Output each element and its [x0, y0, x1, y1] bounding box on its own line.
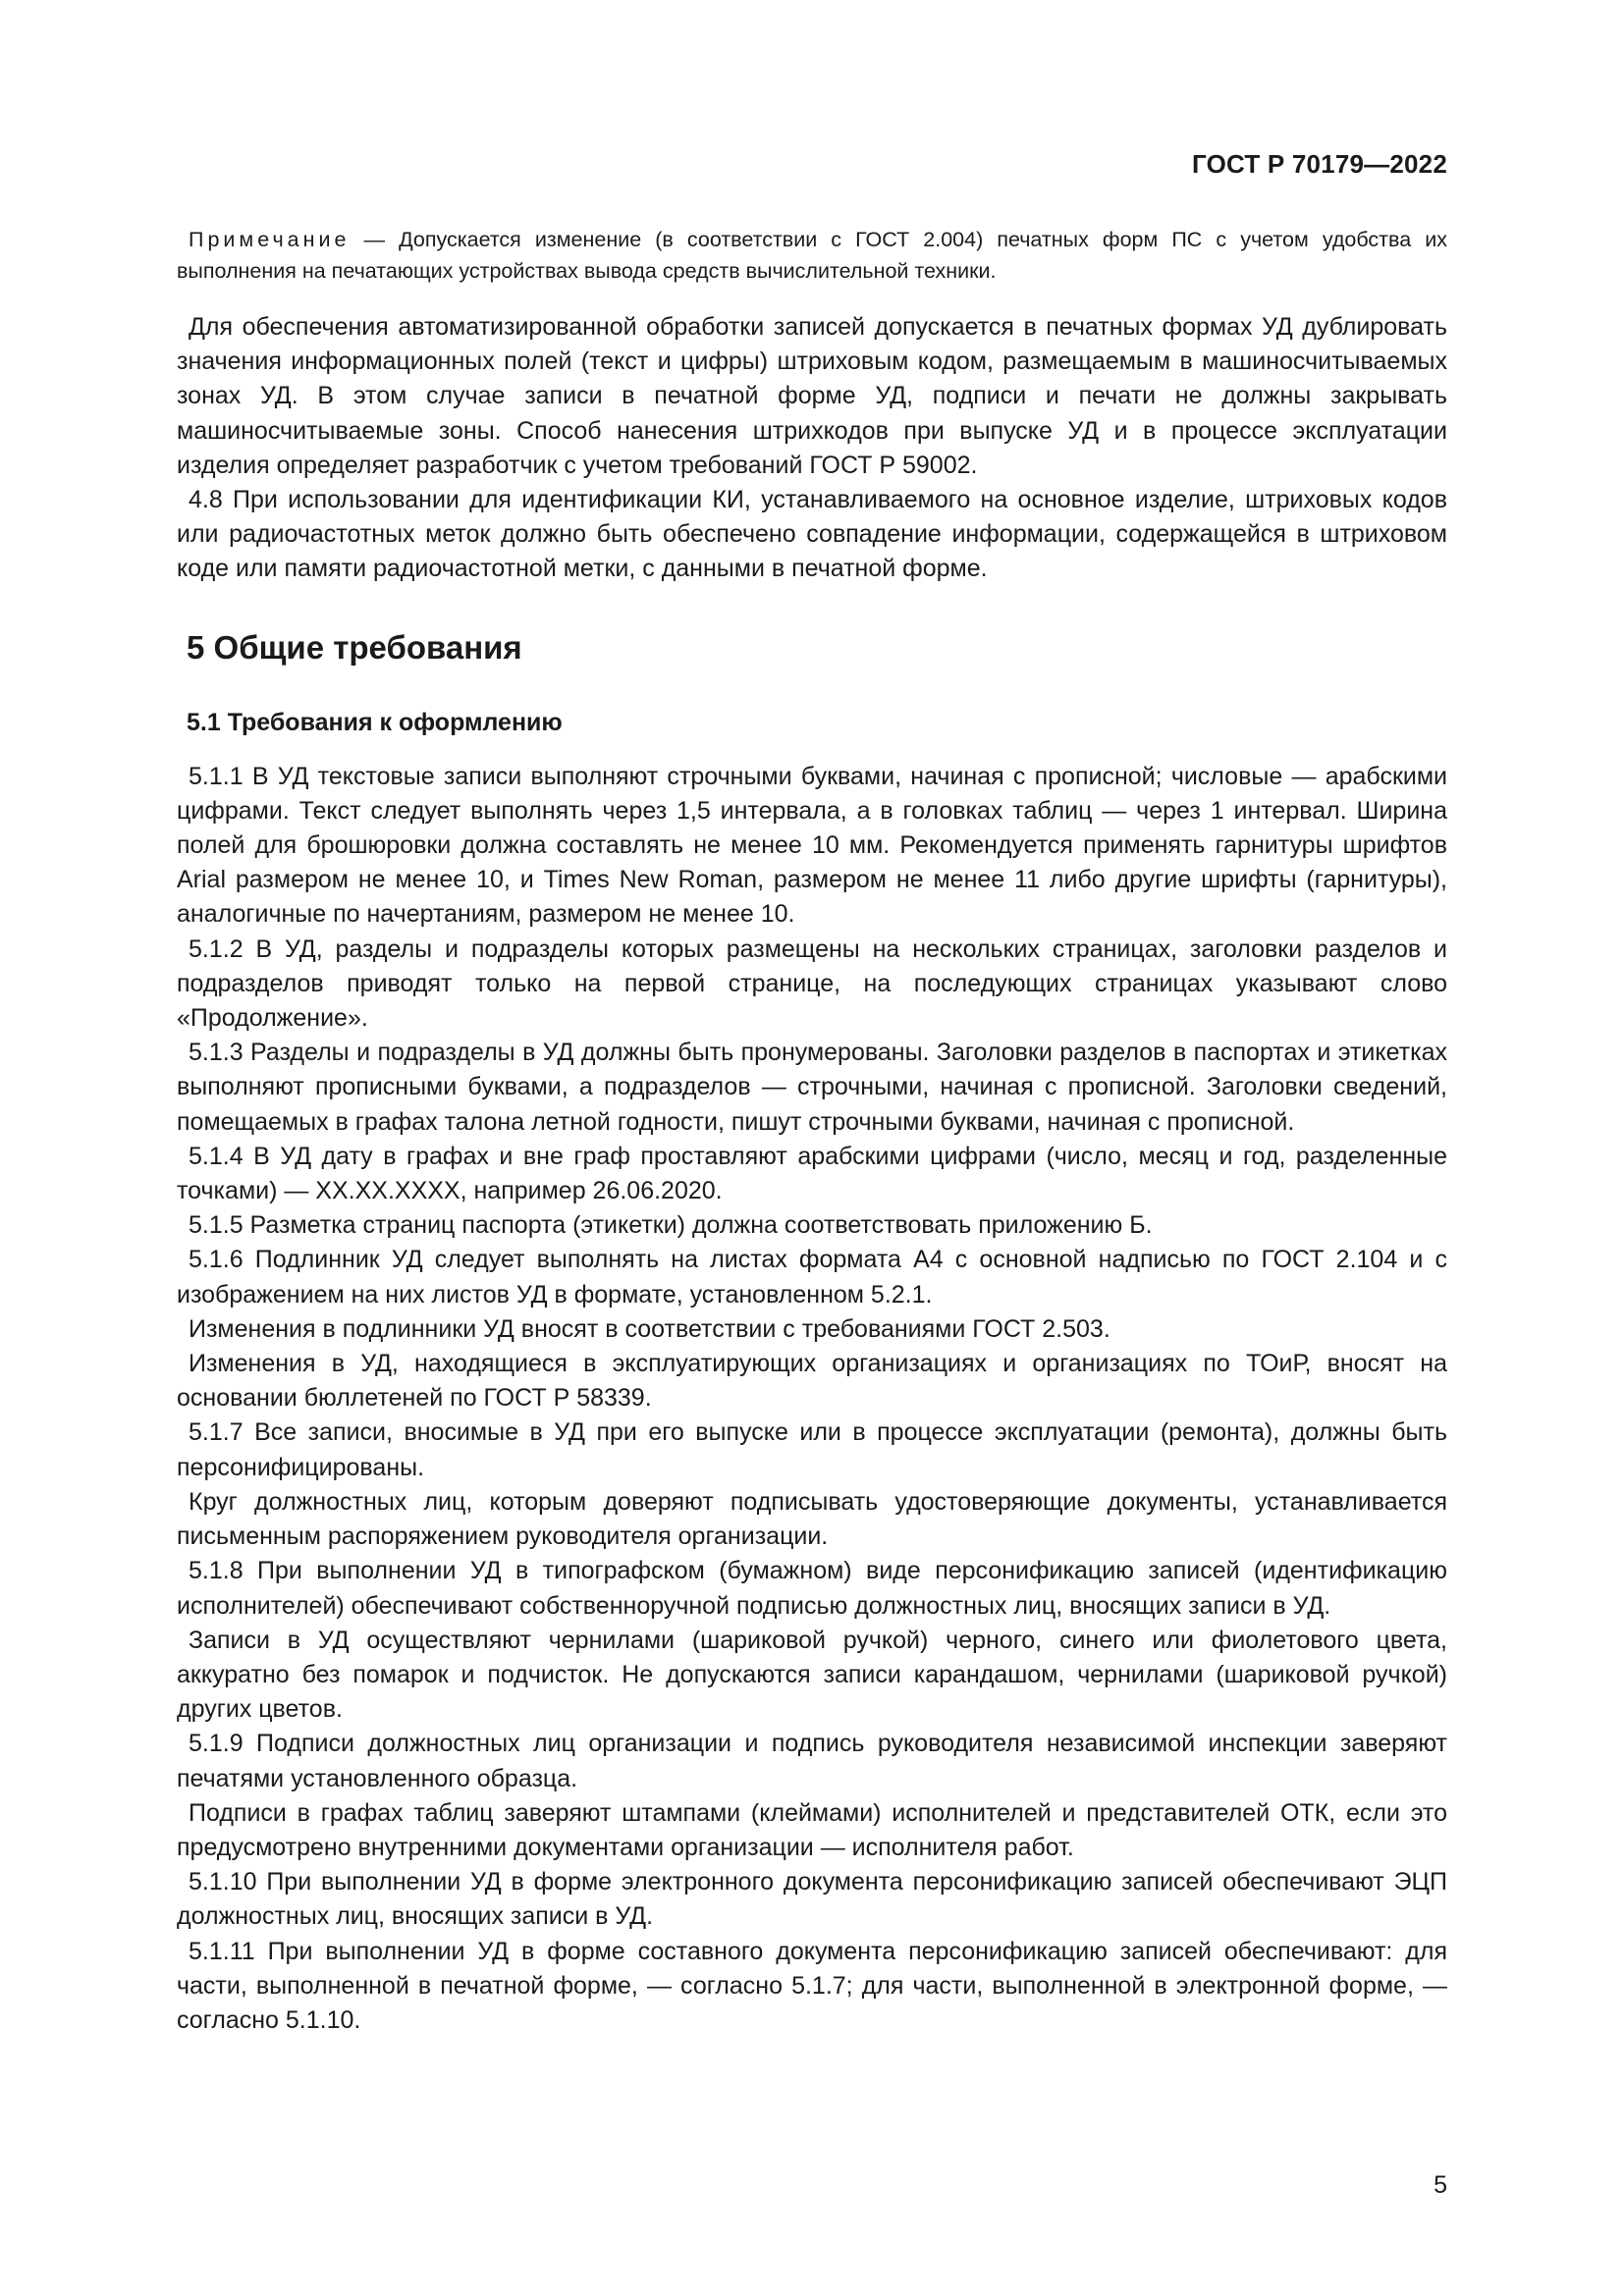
paragraph-5-1-3: 5.1.3 Разделы и подразделы в УД должны быть пронумерованы. Заголовки разделов в паспортах и этикетках выполняют прописными буквами, а подразделов — строчными, начиная с прописной. Заголовки сведений, помещаемых в графах талона летной годности, пишут строчными буквами, начиная с прописной.	[177, 1039, 1447, 1136]
paragraph-ink-records: Записи в УД осуществляют чернилами (шариковой ручкой) черного, синего или фиолетового цвета, аккуратно без помарок и подчисток. Не допускаются записи карандашом, чернилами (шариковой ручкой) других цветов.	[177, 1626, 1447, 1724]
paragraph-5-1-7: 5.1.7 Все записи, вносимые в УД при его выпуске или в процессе эксплуатации (ремонта), должны быть персонифицированы.	[177, 1418, 1447, 1481]
section-heading: 5 Общие требования	[187, 628, 522, 666]
note-text: — Допускается изменение (в соответствии с ГОСТ 2.004) печатных форм ПС с учетом удобства их выполнения на печатающих устройствах вывода средств вычислительной техники.	[177, 228, 1447, 283]
paragraph-5-1-9: 5.1.9 Подписи должностных лиц организации и подпись руководителя независимой инспекции заверяют печатями установленного образца.	[177, 1730, 1447, 1792]
paragraph-changes-originals: Изменения в подлинники УД вносят в соответствии с требованиями ГОСТ 2.503.	[189, 1314, 1110, 1343]
paragraph-5-1-11: 5.1.11 При выполнении УД в форме составного документа персонификацию записей обеспечивают: для части, выполненной в печатной форме, — согласно 5.1.7; для части, выполненной в электронной форме, — согласно 5.1.10.	[177, 1937, 1447, 2034]
paragraph-5-1-10: 5.1.10 При выполнении УД в форме электронного документа персонификацию записей обеспечивают ЭЦП должностных лиц, вносящих записи в УД.	[177, 1868, 1447, 1931]
paragraph-5-1-6: 5.1.6 Подлинник УД следует выполнять на листах формата А4 с основной надписью по ГОСТ 2.104 и с изображением на них листов УД в формате, установленном 5.2.1.	[177, 1246, 1447, 1308]
paragraph-5-1-5: 5.1.5 Разметка страниц паспорта (этикетки) должна соответствовать приложению Б.	[189, 1211, 1153, 1240]
paragraph-stamps: Подписи в графах таблиц заверяют штампами (клеймами) исполнителей и представителей ОТК, если это предусмотрено внутренними документами организации — исполнителя работ.	[177, 1798, 1447, 1861]
note-paragraph	[177, 224, 1447, 287]
paragraph-5-1-1: 5.1.1 В УД текстовые записи выполняют строчными буквами, начиная с прописной; числовые — арабскими цифрами. Текст следует выполнять через 1,5 интервала, а в головках таблиц — через 1 интервал. Ширина полей для брошюровки должна составлять не менее 10 мм. Рекомендуется применять гарнитуры шрифтов Arial размером не менее 10, и Times New Roman, размером не менее 11 либо другие шрифты (гарнитуры), аналогичные по начертаниям, размером не менее 10.	[177, 762, 1447, 929]
paragraph-5-1-2: 5.1.2 В УД, разделы и подразделы которых размещены на нескольких страницах, заголовки разделов и подразделов приводят только на первой странице, на последующих страницах указывают слово «Продолжение».	[177, 934, 1447, 1033]
page-content	[177, 224, 1447, 2038]
paragraph-barcode: Для обеспечения автоматизированной обработки записей допускается в печатных формах УД дублировать значения информационных полей (текст и цифры) штриховым кодом, размещаемым в машиносчитываемых зонах УД. В этом случае записи в печатной форме УД, подписи и печати не должны закрывать машиносчитываемые зоны. Способ нанесения штрихкодов при выпуске УД и в процессе эксплуатации изделия определяет разработчик с учетом требований ГОСТ Р 59002.	[177, 313, 1447, 479]
paragraph-changes-operating: Изменения в УД, находящиеся в эксплуатирующих организациях и организациях по ТОиР, вносят на основании бюллетеней по ГОСТ Р 58339.	[177, 1350, 1447, 1413]
paragraph-officials-circle: Круг должностных лиц, которым доверяют подписывать удостоверяющие документы, устанавливается письменным распоряжением руководителя организации.	[177, 1487, 1447, 1551]
page-number: 5	[1434, 2171, 1447, 2199]
paragraph-5-1-4: 5.1.4 В УД дату в графах и вне граф проставляют арабскими цифрами (число, месяц и год, разделенные точками) — XX.XX.XXXX, например 26.06.2020.	[177, 1142, 1447, 1205]
document-code-header: ГОСТ Р 70179—2022	[1192, 149, 1447, 179]
subsection-heading: 5.1 Требования к оформлению	[187, 708, 563, 736]
paragraph-5-1-8: 5.1.8 При выполнении УД в типографском (бумажном) виде персонификацию записей (идентификацию исполнителей) обеспечивают собственноручной подписью должностных лиц, вносящих записи в УД.	[177, 1557, 1447, 1620]
paragraph-4-8: 4.8 При использовании для идентификации КИ, устанавливаемого на основное изделие, штриховых кодов или радиочастотных меток должно быть обеспечено совпадение информации, содержащейся в штриховом коде или памяти радиочастотной метки, с данными в печатной форме.	[177, 486, 1447, 583]
note-label: Примечание	[189, 228, 351, 251]
